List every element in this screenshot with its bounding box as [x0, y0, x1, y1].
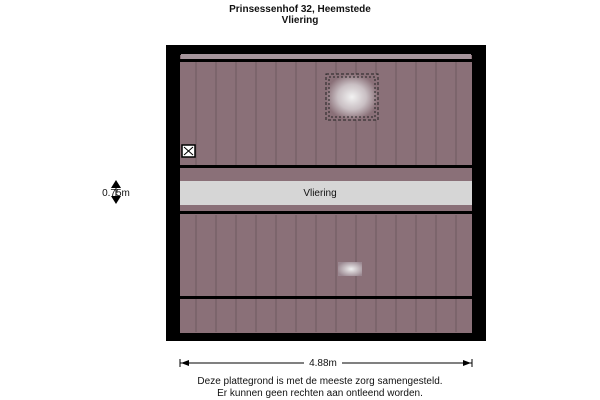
- top-trim: [181, 54, 471, 59]
- top-beam: [180, 59, 472, 62]
- height-dimension: [102, 180, 130, 204]
- skylight-icon: [326, 74, 378, 120]
- lower-beam: [180, 211, 472, 214]
- disclaimer-line-1: Deze plattegrond is met de meeste zorg samengesteld.: [197, 376, 443, 387]
- bottom-beam: [180, 296, 472, 299]
- height-dimension-label: 0.75m: [102, 188, 130, 199]
- hatch-icon: [182, 145, 195, 157]
- plan-floor-title: Vliering: [281, 15, 319, 26]
- disclaimer-line-2: Er kunnen geen rechten aan ontleend worden.: [217, 388, 423, 399]
- width-dimension-label: 4.88m: [309, 358, 337, 369]
- plan-address-title: Prinsessenhof 32, Heemstede: [229, 4, 371, 15]
- light-fixture-icon: [338, 262, 362, 276]
- upper-beam: [180, 165, 472, 168]
- room-label: Vliering: [303, 188, 337, 199]
- width-dimension: [180, 356, 472, 369]
